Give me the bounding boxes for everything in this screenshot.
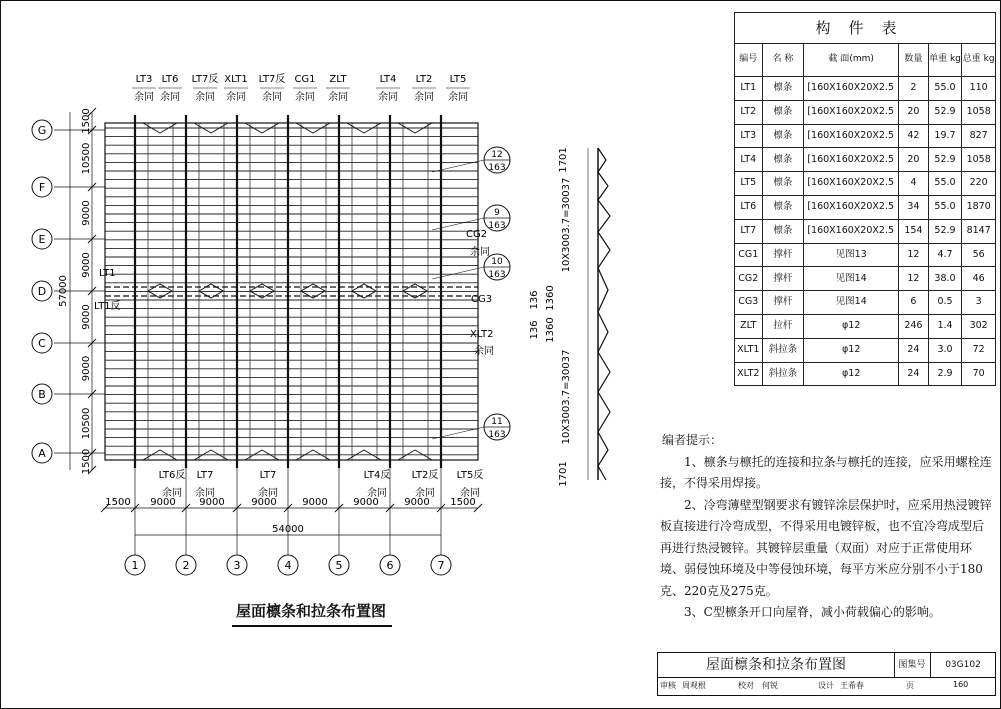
member-tag-sub: 余同 [295, 92, 315, 103]
table-cell: LT4 [735, 148, 763, 172]
table-cell: 302 [962, 314, 996, 338]
detail-ref-number: 9 [494, 208, 500, 218]
member-tag-left: LT1 [99, 268, 116, 279]
table-cell: 檩条 [762, 124, 804, 148]
table-cell: 55.0 [928, 77, 962, 101]
note-item: 2、冷弯薄壁型钢要求有镀锌涂层保护时，应采用热浸镀锌板直接进行冷弯成型，不得采用电镀锌板，也不宜冷弯成型后再进行热浸镀锌。其镀锌层重量（双面）对应于正常使用环境、弱侵蚀环境及中等侵蚀环境，每平方米应分别不小于180克、220克及275克。 [660, 497, 992, 598]
table-row [735, 291, 996, 315]
member-tag-sub: 余同 [195, 92, 215, 103]
table-cell: φ12 [804, 362, 899, 386]
table-row [735, 362, 996, 386]
member-tag-right: XLT2 [470, 329, 494, 340]
member-tag-sub: 余同 [162, 488, 182, 499]
reviewer-name: 周观根 [682, 681, 706, 690]
member-tag-bottom: LT7 [196, 470, 214, 481]
table-cell: 1058 [962, 148, 996, 172]
table-cell: 24 [899, 338, 929, 362]
table-cell: 154 [899, 219, 929, 243]
table-cell: 70 [962, 362, 996, 386]
table-cell: LT7 [735, 219, 763, 243]
dimension-label: 1500 [450, 497, 476, 508]
table-row [735, 219, 996, 243]
table-cell: φ12 [804, 338, 899, 362]
member-tag-bottom: LT6反 [158, 470, 186, 481]
dimension-label: 9000 [251, 497, 277, 508]
table-cell: XLT2 [735, 362, 763, 386]
table-cell: 46 [962, 267, 996, 291]
table-cell: [160X160X20X2.5 [804, 219, 899, 243]
dimension-label: 1500 [81, 108, 92, 134]
table-cell: 72 [962, 338, 996, 362]
axis-col-label: 7 [437, 559, 445, 572]
detail-ref-sheet: 163 [488, 270, 506, 280]
member-tag-top: ZLT [329, 74, 347, 85]
member-tag-left: LT1反 [94, 301, 121, 312]
table-row [735, 124, 996, 148]
member-tag-top: LT5 [449, 74, 467, 85]
table-cell: φ12 [804, 314, 899, 338]
title-block [657, 652, 996, 696]
member-tag-top: LT7反 [191, 74, 219, 85]
table-cell: 220 [962, 172, 996, 196]
table-row [735, 243, 996, 267]
table-cell: XLT1 [735, 338, 763, 362]
table-cell: 见图14 [804, 267, 899, 291]
leader-line [432, 160, 484, 172]
member-tag-sub: 余同 [262, 92, 282, 103]
member-tag-sub: 余同 [448, 92, 468, 103]
table-cell: 19.7 [928, 124, 962, 148]
page-label: 页 [906, 681, 914, 690]
table-cell: 见图14 [804, 291, 899, 315]
table-cell: 4 [899, 172, 929, 196]
axis-row-label: D [37, 285, 47, 298]
axis-col-label: 3 [233, 559, 241, 572]
col-header-name: 名 称 [762, 44, 804, 77]
axis-row-label: E [38, 233, 46, 246]
col-header-section: 截 面(mm) [804, 44, 899, 77]
table-cell: 檩条 [762, 77, 804, 101]
table-cell: 4.7 [928, 243, 962, 267]
table-cell: 24 [899, 362, 929, 386]
table-cell: 斜拉条 [762, 338, 804, 362]
member-tag-sub: 余同 [160, 92, 180, 103]
axis-row-label: G [37, 124, 47, 137]
note-item: 1、檩条与檩托的连接和拉条与檩托的连接，应采用螺栓连接，不得采用焊接。 [660, 454, 992, 490]
table-cell: 檩条 [762, 219, 804, 243]
dimension-label: 9000 [302, 497, 328, 508]
atlas-number: 03G102 [945, 660, 981, 670]
table-cell: 12 [899, 243, 929, 267]
dimension-label: 9000 [81, 252, 92, 278]
table-row [735, 314, 996, 338]
table-cell: LT1 [735, 77, 763, 101]
table-cell: 246 [899, 314, 929, 338]
member-tag-right: 余同 [474, 346, 494, 357]
table-row [735, 195, 996, 219]
member-tag-right: 余同 [470, 247, 490, 258]
table-cell: ZLT [735, 314, 763, 338]
col-header-unit-weight: 单重 kg [928, 44, 962, 77]
member-tag-top: LT3 [135, 74, 153, 85]
table-cell: 檩条 [762, 195, 804, 219]
dimension-label: 10500 [81, 407, 92, 440]
design-label: 设计 [818, 681, 834, 690]
member-tag-sub: 余同 [378, 92, 398, 103]
dimension-label: 1500 [105, 497, 131, 508]
table-cell: CG2 [735, 267, 763, 291]
designer-name: 王希春 [840, 681, 864, 690]
dimension-label: 1500 [81, 448, 92, 475]
table-row [735, 148, 996, 172]
detail-ref-sheet: 163 [488, 163, 506, 173]
dimension-label: 9000 [150, 497, 176, 508]
table-cell: 55.0 [928, 172, 962, 196]
table-cell: 20 [899, 148, 929, 172]
note-item: 3、C型檩条开口向屋脊，减小荷载偏心的影响。 [684, 605, 941, 619]
table-cell: CG3 [735, 291, 763, 315]
check-label: 校对 [738, 681, 754, 690]
table-cell: [160X160X20X2.5 [804, 195, 899, 219]
axis-row-label: B [38, 388, 46, 401]
table-cell: 1.4 [928, 314, 962, 338]
table-cell: 52.9 [928, 148, 962, 172]
member-tag-sub: 余同 [226, 92, 246, 103]
detail-ref-number: 12 [491, 150, 503, 160]
table-cell: 撑杆 [762, 267, 804, 291]
table-cell: 34 [899, 195, 929, 219]
dimension-label: 9000 [81, 355, 92, 382]
section-web [598, 148, 610, 480]
axis-col-label: 6 [386, 559, 394, 572]
table-cell: 撑杆 [762, 291, 804, 315]
detail-ref-sheet: 163 [488, 221, 506, 231]
table-cell: 56 [962, 243, 996, 267]
table-cell: 檩条 [762, 148, 804, 172]
section-dim-end: 1701 [558, 461, 569, 487]
axis-col-label: 2 [182, 559, 190, 572]
checker-name: 何锐 [762, 681, 778, 690]
member-tag-sub: 余同 [195, 488, 215, 499]
notes-heading: 编者提示： [662, 433, 723, 447]
member-tag-sub: 余同 [134, 92, 154, 103]
table-cell: [160X160X20X2.5 [804, 77, 899, 101]
table-cell: [160X160X20X2.5 [804, 100, 899, 124]
member-tag-right: CG3 [471, 294, 493, 305]
table-cell: CG1 [735, 243, 763, 267]
member-tag-sub: 余同 [415, 488, 435, 499]
table-cell: 1058 [962, 100, 996, 124]
section-dim-upper: 10X3003.7=30037 [561, 177, 572, 273]
member-tag-bottom: LT2反 [411, 470, 439, 481]
dimension-label: 9000 [404, 497, 430, 508]
table-cell: LT2 [735, 100, 763, 124]
member-tag-sub: 余同 [460, 488, 480, 499]
table-cell: 1870 [962, 195, 996, 219]
table-cell: 110 [962, 77, 996, 101]
member-tag-bottom: LT5反 [456, 470, 484, 481]
member-tag-top: XLT1 [224, 74, 248, 85]
member-tag-top: LT2 [415, 74, 433, 85]
caption-underline [232, 625, 392, 627]
section-dim-mid: 1360 [545, 317, 556, 343]
table-cell: 52.9 [928, 219, 962, 243]
table-cell: 8147 [962, 219, 996, 243]
table-row [735, 172, 996, 196]
title-block-title: 屋面檩条和拉条布置图 [658, 653, 895, 677]
table-cell: 52.9 [928, 100, 962, 124]
section-dim-mid: 136 [529, 320, 540, 340]
leader-line [432, 267, 484, 279]
table-cell: 檩条 [762, 100, 804, 124]
member-tag-top: CG1 [294, 74, 316, 85]
review-label: 审核 [660, 681, 676, 690]
editor-notes [660, 430, 995, 624]
table-cell: 撑杆 [762, 243, 804, 267]
table-cell: [160X160X20X2.5 [804, 172, 899, 196]
member-tag-top: LT6 [161, 74, 179, 85]
dimension-total-width: 54000 [272, 524, 304, 535]
table-row [735, 77, 996, 101]
dimension-label: 10500 [81, 142, 92, 175]
table-cell: 2 [899, 77, 929, 101]
drawing-caption: 屋面檩条和拉条布置图 [236, 602, 387, 620]
section-dim-lower: 10X3003.7=30037 [561, 349, 572, 445]
member-tag-bottom: LT7 [259, 470, 277, 481]
table-cell: [160X160X20X2.5 [804, 148, 899, 172]
detail-ref-sheet: 163 [488, 430, 506, 440]
member-tag-sub: 余同 [367, 488, 387, 499]
table-cell: 0.5 [928, 291, 962, 315]
table-cell: 拉杆 [762, 314, 804, 338]
axis-col-label: 5 [335, 559, 343, 572]
table-cell: 檩条 [762, 172, 804, 196]
table-cell: [160X160X20X2.5 [804, 124, 899, 148]
member-tag-right: CG2 [466, 229, 488, 240]
table-body [735, 77, 996, 386]
axis-row-label: F [38, 181, 46, 194]
detail-ref-number: 11 [491, 417, 503, 427]
table-cell: 20 [899, 100, 929, 124]
table-cell: 3.0 [928, 338, 962, 362]
component-table [734, 12, 996, 386]
table-cell: 38.0 [928, 267, 962, 291]
member-tag-sub: 余同 [328, 92, 348, 103]
table-cell: 12 [899, 267, 929, 291]
section-dim-end: 1701 [558, 147, 569, 173]
table-cell: 827 [962, 124, 996, 148]
col-header-total-weight: 总重 kg [962, 44, 996, 77]
axis-row-label: C [38, 337, 46, 350]
section-dim-mid: 1360 [545, 285, 556, 311]
table-cell: 3 [962, 291, 996, 315]
axis-col-label: 4 [284, 559, 292, 572]
member-tag-sub: 余同 [414, 92, 434, 103]
dimension-label: 9000 [81, 200, 92, 226]
member-tag-sub: 余同 [258, 488, 278, 499]
table-row [735, 338, 996, 362]
col-header-qty: 数量 [899, 44, 929, 77]
table-cell: LT6 [735, 195, 763, 219]
dimension-total-height: 57000 [58, 275, 69, 307]
axis-col-label: 1 [131, 559, 139, 572]
member-tag-top: LT4 [379, 74, 397, 85]
dimension-label: 9000 [81, 304, 92, 330]
member-tag-bottom: LT4反 [363, 470, 391, 481]
table-cell: LT5 [735, 172, 763, 196]
table-row [735, 267, 996, 291]
table-cell: 斜拉条 [762, 362, 804, 386]
table-cell: LT3 [735, 124, 763, 148]
table-row [735, 100, 996, 124]
axis-row-label: A [38, 447, 46, 460]
table-cell: 55.0 [928, 195, 962, 219]
table-cell: 2.9 [928, 362, 962, 386]
dimension-label: 9000 [199, 497, 225, 508]
atlas-label: 图集号 [894, 653, 931, 677]
table-cell: 42 [899, 124, 929, 148]
section-dim-mid: 136 [529, 290, 540, 310]
col-header-id: 编号 [735, 44, 763, 77]
member-tag-top: LT7反 [258, 74, 286, 85]
detail-ref-number: 10 [491, 257, 503, 267]
table-cell: 6 [899, 291, 929, 315]
table-cell: 见图13 [804, 243, 899, 267]
page-number: 160 [953, 680, 969, 689]
table-title: 构件表 [735, 13, 996, 44]
dimension-label: 9000 [353, 497, 379, 508]
